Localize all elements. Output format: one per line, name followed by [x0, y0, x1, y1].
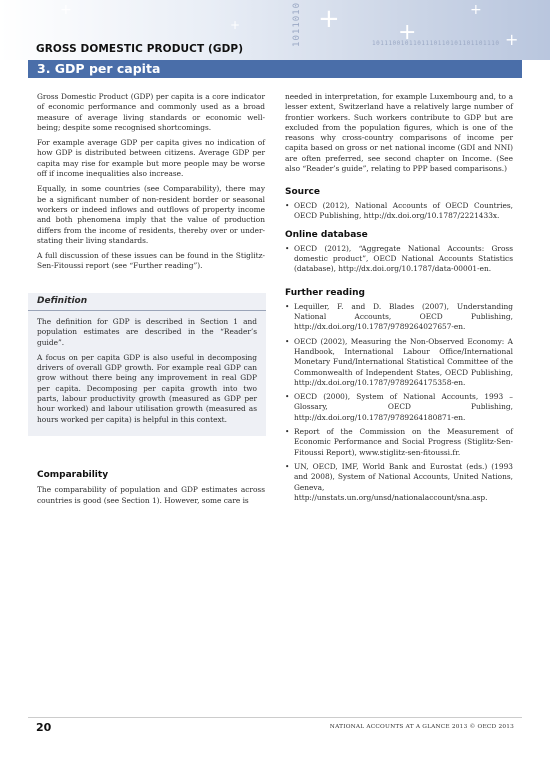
reading-item: • OECD (2000), System of National Accounts, 1993 – Glossary, OECD Publishing, http://dx.doi.org/10.1787/9789264180871-en.: [285, 392, 513, 423]
comparability-section: [37, 470, 265, 511]
comparability-text: The comparability of population and GDP estimates across countries is good (see Section 1). However, some care is: [37, 485, 265, 505]
further-reading-list: [285, 302, 513, 503]
plus-decoration-icon: +: [318, 4, 340, 34]
body-paragraph: A full discussion of these issues can be found in the Stiglitz-Sen-Fitoussi report (see “Further reading”).: [37, 251, 265, 271]
source-heading: Source: [285, 187, 320, 198]
right-column: [285, 92, 513, 507]
plus-decoration-icon: +: [230, 18, 241, 32]
database-heading: Online database: [285, 230, 368, 241]
chapter-title-bar: [28, 60, 522, 78]
database-item: • OECD (2012), “Aggregate National Accounts: Gross domestic product”, OECD National Accounts Statistics (database), http://dx.doi.org/10.1787/data-00001-en.: [285, 244, 513, 275]
plus-decoration-icon: +: [470, 2, 482, 18]
page-number: 20: [36, 721, 52, 734]
body-paragraph: Gross Domestic Product (GDP) per capita is a core indicator of economic performance and commonly used as a broad measure of average living standards or economic well-being; despite some recognised shortcomings.: [37, 92, 265, 132]
section-title: GROSS DOMESTIC PRODUCT (GDP): [36, 43, 244, 55]
comparability-heading: Comparability: [37, 470, 109, 480]
source-item: • OECD (2012), National Accounts of OECD Countries, OECD Publishing, http://dx.doi.org/10.1787/2221433x.: [285, 201, 513, 222]
body-paragraph: For example average GDP per capita gives no indication of how GDP is distributed between citizens. Average GDP per capita may rise for example but more people may be worse off if income inequalities also increase.: [37, 138, 265, 179]
reading-item: • Report of the Commission on the Measurement of Economic Performance and Social Progress (Stiglitz-Sen-Fitoussi Report), www.stiglitz-sen-fitoussi.fr.: [285, 427, 513, 458]
reading-item: • UN, OECD, IMF, World Bank and Eurostat (eds.) (1993 and 2008), System of National Accounts, United Nations, Geneva, http://unstats.un.org/unsd/nationalaccount/sna.asp.: [285, 462, 513, 503]
left-column: [37, 92, 265, 277]
body-paragraph: Equally, in some countries (see Comparability), there may be a significant number of non-resident border or seasonal workers or indeed inflows and outflows of property income and both phenomena imply that the value of production differs from the income of residents, thereby over or under-stating their living standards.: [37, 184, 265, 245]
reading-item: • Lequiller, F. and D. Blades (2007), Understanding National Accounts, OECD Publishing, http://dx.doi.org/10.1787/9789264027657-en.: [285, 302, 513, 333]
reading-item: • OECD (2002), Measuring the Non-Observed Economy: A Handbook, International Labour Office/International Monetary Fund/International Statistical Committee of the Commonwealth of Independent States, OECD Publishing, http://dx.doi.org/10.1787/9789264175358-en.: [285, 337, 513, 388]
definition-paragraph: A focus on per capita GDP is also useful in decomposing drivers of overall GDP growth. For example real GDP can grow without there being any improvement in real GDP per capita. Decomposing per capita growth into two parts, labour productivity growth (measured as GDP per hour worked) and labour utilisation growth (measured as hours worked per capita) is helpful in this context.: [37, 352, 257, 424]
plus-decoration-icon: +: [505, 30, 519, 49]
source-list: [285, 201, 513, 222]
definition-header: [28, 293, 266, 311]
footer-divider: [28, 717, 522, 718]
definition-body: [37, 317, 257, 430]
further-reading-heading: Further reading: [285, 288, 365, 299]
definition-heading: Definition: [37, 296, 88, 306]
database-list: [285, 244, 513, 275]
binary-decoration: 1011010: [292, 2, 302, 47]
plus-decoration-icon: +: [60, 2, 72, 18]
continuation-paragraph: needed in interpretation, for example Luxembourg and, to a lesser extent, Switzerland have a relatively large number of frontier workers. Such workers contribute to GDP but are excluded from the population figures, which is one of the reasons why cross-country comparisons of income per capita based on gross or net national income (GDI and NNI) are often preferred, see second chapter on Income. (See also “Reader’s guide”, relating to PPP based comparisons.): [285, 92, 513, 174]
definition-paragraph: The definition for GDP is described in Section 1 and population estimates are described in the “Reader’s guide”.: [37, 317, 257, 347]
plus-decoration-icon: +: [398, 20, 417, 45]
chapter-title: 3. GDP per capita: [37, 61, 161, 76]
binary-decoration: 1011100101101110110101101101110: [372, 40, 500, 47]
publication-footer: NATIONAL ACCOUNTS AT A GLANCE 2013 © OECD 2013: [329, 724, 514, 730]
definition-box: [28, 293, 266, 436]
